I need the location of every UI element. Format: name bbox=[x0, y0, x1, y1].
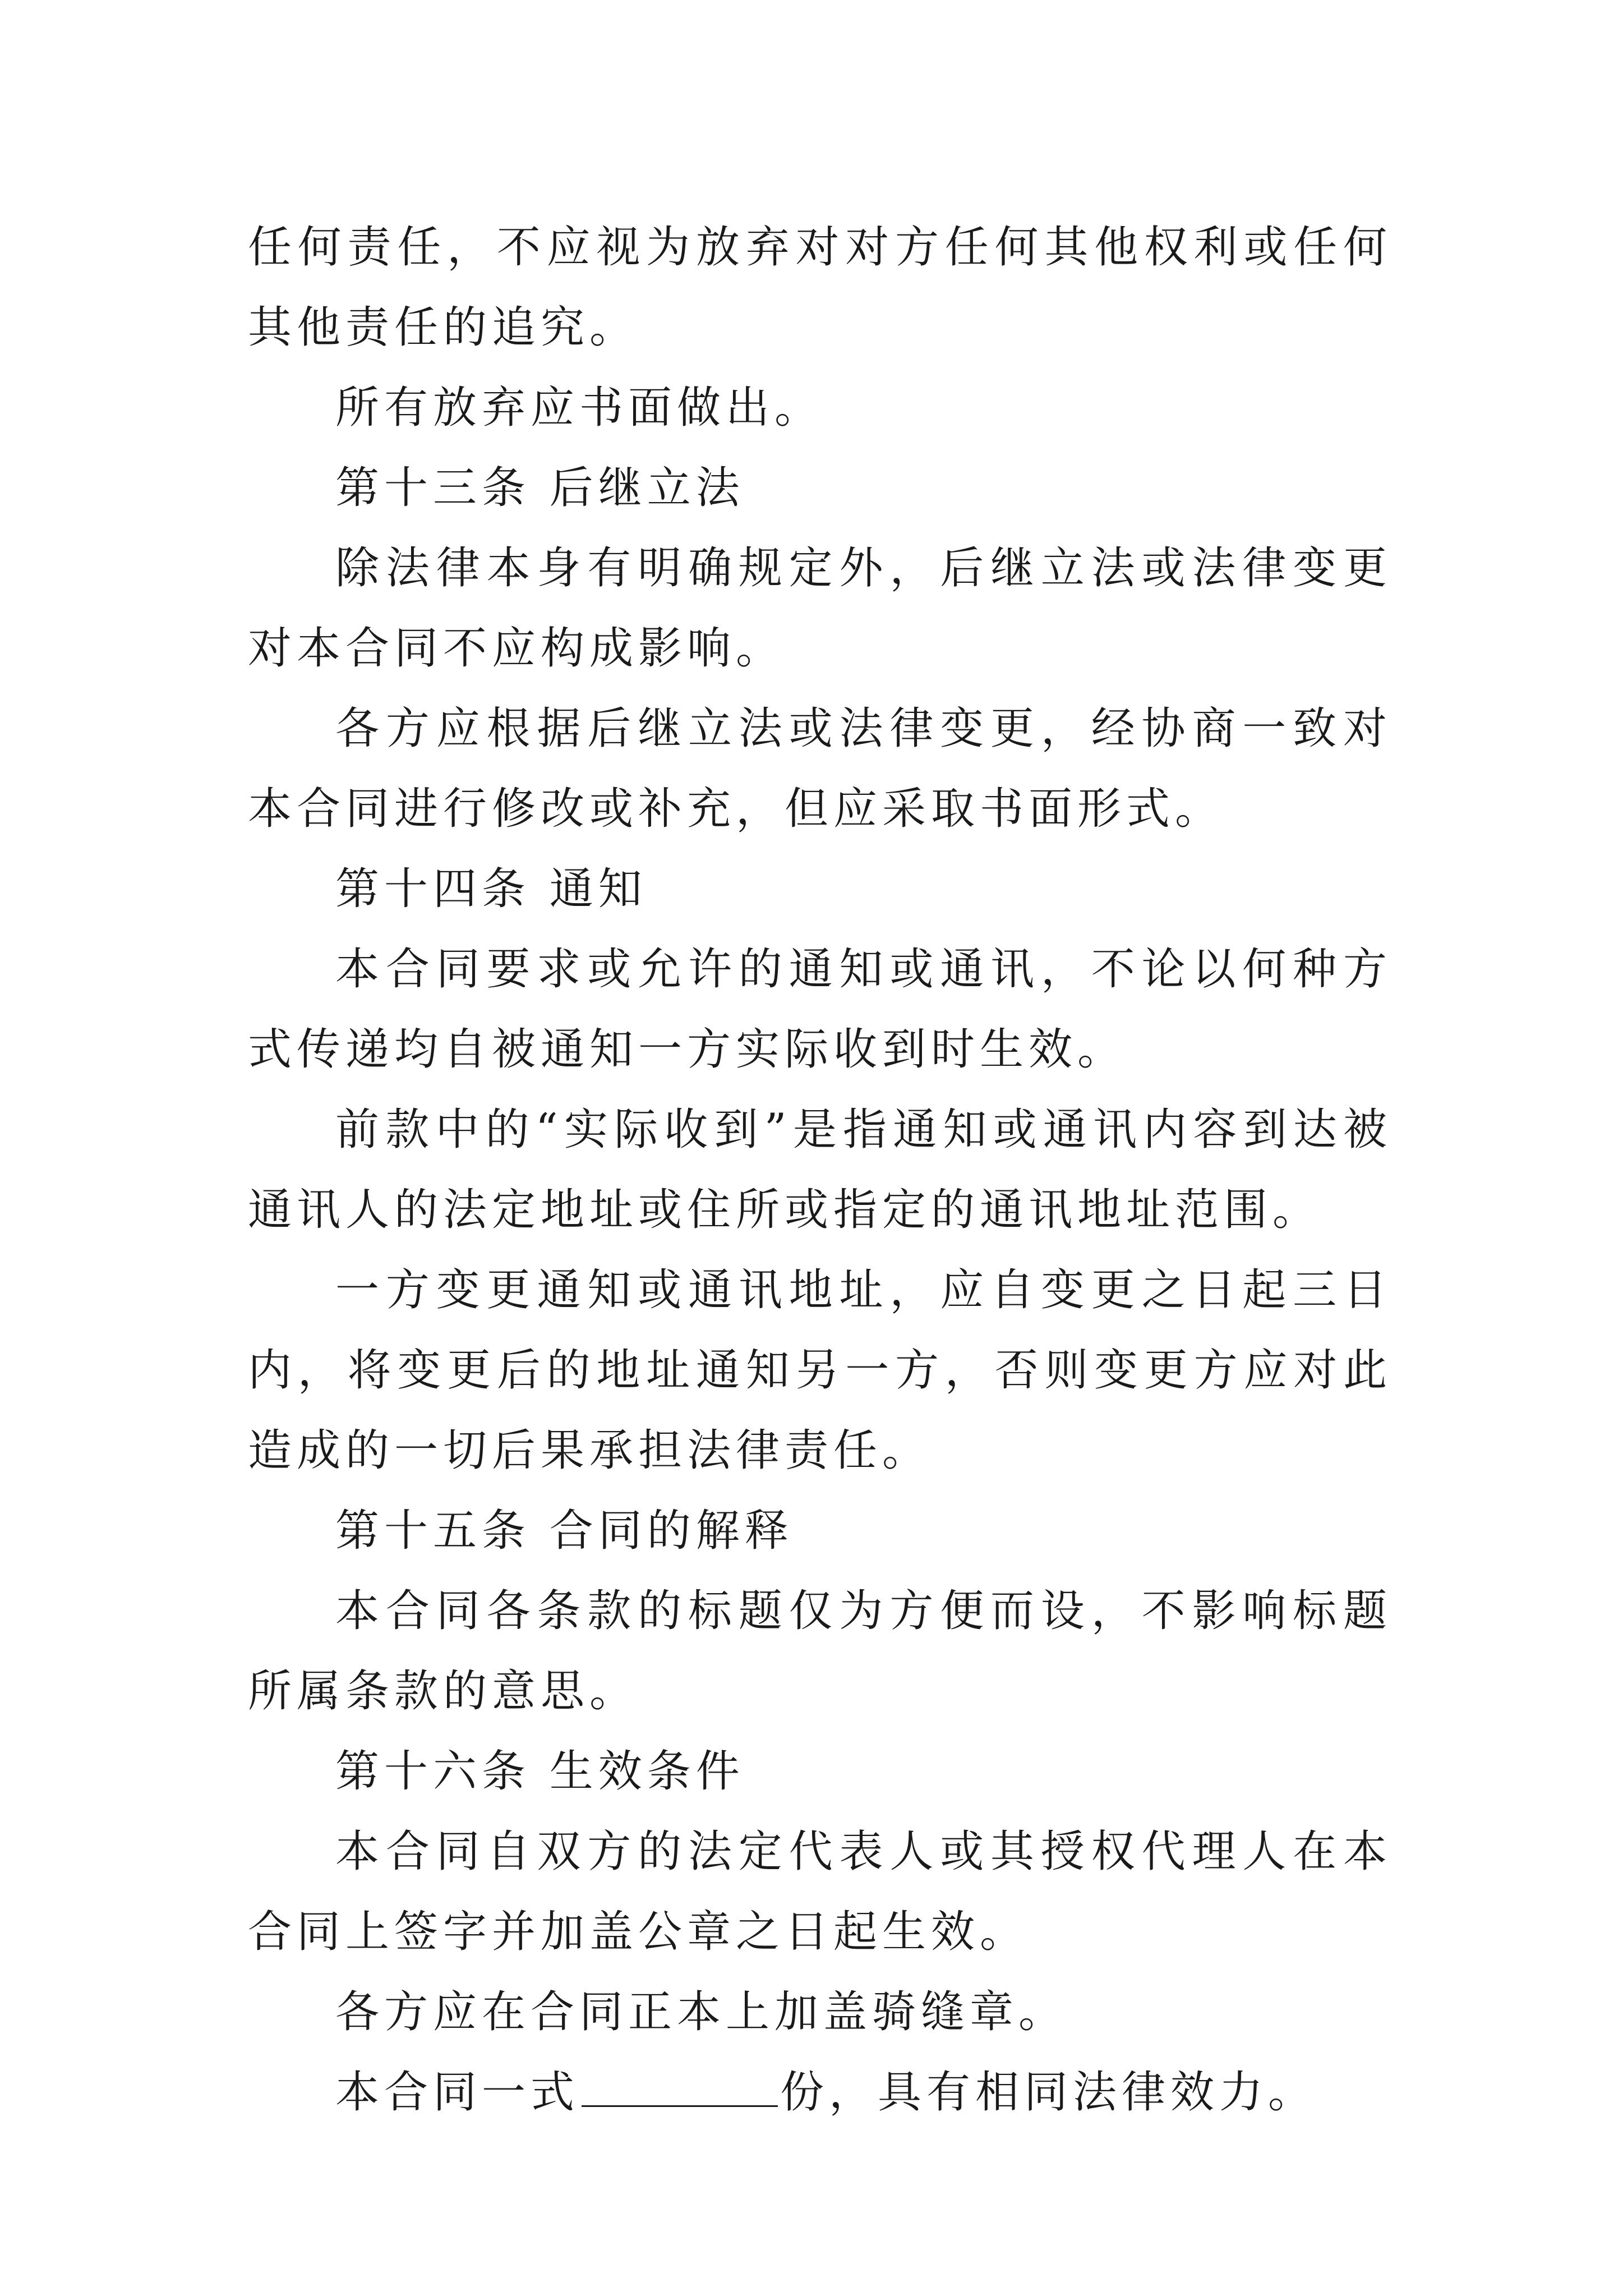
copies-blank-field[interactable] bbox=[582, 2066, 778, 2107]
paragraph-amendment: 各方应根据后继立法或法律变更，经协商一致对本合同进行修改或补充，但应采取书面形式。 bbox=[248, 703, 1392, 834]
paragraph-interpretation: 本合同各条款的标题仅为方便而设，不影响标题所属条款的意思。 bbox=[248, 1586, 1392, 1717]
document-body bbox=[248, 208, 1392, 2133]
article-14-heading: 第十四条 通知 bbox=[335, 864, 647, 914]
paragraph-actual-receipt: 前款中的“实际收到”是指通知或通讯内容到达被通讯人的法定地址或住所或指定的通讯地址范围。 bbox=[248, 1105, 1392, 1235]
paragraph-waiver-writing: 所有放弃应书面做出。 bbox=[335, 383, 824, 433]
article-16-heading: 第十六条 生效条件 bbox=[335, 1746, 745, 1797]
paragraph-copies bbox=[248, 2053, 1392, 2133]
article-15-heading: 第十五条 合同的解释 bbox=[335, 1506, 794, 1556]
paragraph-seal: 各方应在合同正本上加盖骑缝章。 bbox=[335, 1987, 1068, 2037]
paragraph-effective-condition: 本合同自双方的法定代表人或其授权代理人在本合同上签字并加盖公章之日起生效。 bbox=[248, 1826, 1392, 1957]
paragraph-continuation: 任何责任，不应视为放弃对对方任何其他权利或任何其他责任的追究。 bbox=[248, 222, 1392, 353]
copies-text-after: 份，具有相同法律效力。 bbox=[780, 2067, 1317, 2118]
article-13-heading: 第十三条 后继立法 bbox=[335, 463, 745, 513]
paragraph-subsequent-legislation: 除法律本身有明确规定外，后继立法或法律变更对本合同不应构成影响。 bbox=[248, 543, 1392, 674]
paragraph-notice-effect: 本合同要求或允许的通知或通讯，不论以何种方式传递均自被通知一方实际收到时生效。 bbox=[248, 944, 1392, 1075]
paragraph-address-change: 一方变更通知或通讯地址，应自变更之日起三日内，将变更后的地址通知另一方，否则变更方应对此造成的一切后果承担法律责任。 bbox=[248, 1265, 1392, 1476]
copies-text-before: 本合同一式 bbox=[335, 2067, 580, 2118]
